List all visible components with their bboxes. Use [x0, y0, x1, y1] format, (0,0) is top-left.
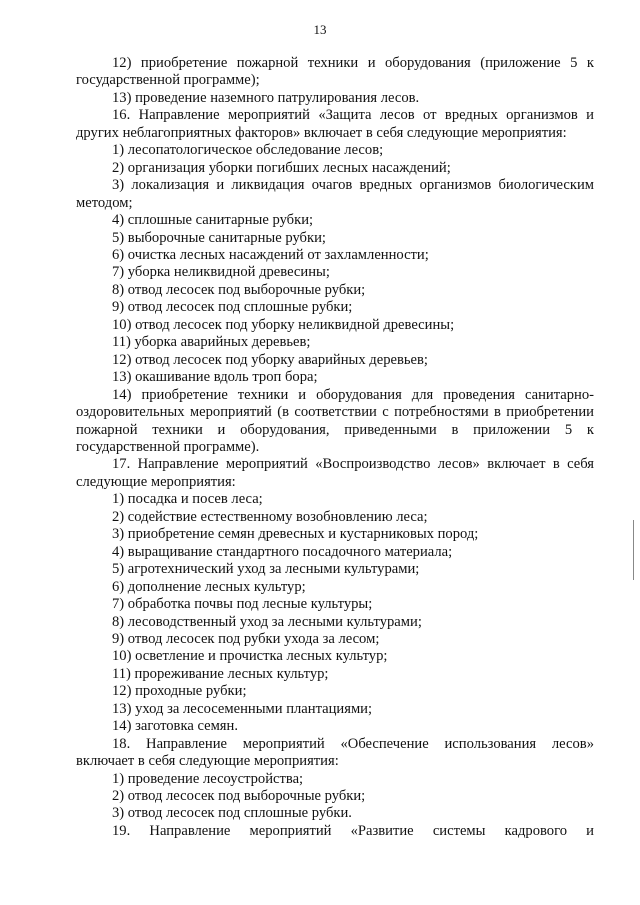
- list-item: 1) посадка и посев леса;: [112, 491, 263, 508]
- list-item: 12) проходные рубки;: [112, 683, 247, 700]
- list-item: 7) уборка неликвидной древесины;: [112, 264, 330, 281]
- list-item: 6) дополнение лесных культур;: [112, 578, 306, 595]
- list-item: 3) приобретение семян древесных и кустарниковых пород;: [112, 526, 479, 543]
- list-item: 14) заготовка семян.: [112, 718, 238, 735]
- list-item: 2) отвод лесосек под выборочные рубки;: [112, 788, 366, 805]
- list-item: 2) организация уборки погибших лесных насаждений;: [112, 159, 451, 176]
- page-number: 13: [313, 22, 327, 37]
- paragraph: 17. Направление мероприятий «Воспроизводство лесов» включает в себя следующие мероприятия:: [76, 456, 594, 490]
- list-item: 14) приобретение техники и оборудования для проведения санитарно-оздоровительных мероприятий (в соответствии с потребностями в приобретении пожарной техники и оборудования, приведенными в приложении 5 к государственной программе).: [76, 386, 594, 455]
- paragraph: 19. Направление мероприятий «Развитие системы кадрового и: [112, 822, 594, 839]
- list-item: 4) сплошные санитарные рубки;: [112, 212, 314, 229]
- list-item: 10) осветление и прочистка лесных культур;: [112, 648, 388, 665]
- list-item: 8) отвод лесосек под выборочные рубки;: [112, 281, 366, 298]
- list-item: 9) отвод лесосек под рубки ухода за лесом;: [112, 630, 380, 647]
- list-item: 13) уход за лесосеменными плантациями;: [112, 700, 373, 717]
- list-item: 6) очистка лесных насаждений от захламленности;: [112, 246, 429, 263]
- list-item: 1) проведение лесоустройства;: [112, 770, 304, 787]
- list-item: 12) отвод лесосек под уборку аварийных деревьев;: [112, 351, 428, 368]
- list-item: 9) отвод лесосек под сплошные рубки;: [112, 299, 353, 316]
- list-item: 3) локализация и ликвидация очагов вредных организмов биологическим методом;: [76, 177, 594, 211]
- paragraph: 16. Направление мероприятий «Защита лесов от вредных организмов и других неблагоприятных факторов» включает в себя следующие мероприятия:: [76, 107, 594, 141]
- scan-edge-line: [633, 520, 634, 580]
- list-item: 11) прореживание лесных культур;: [112, 665, 329, 682]
- paragraph: 18. Направление мероприятий «Обеспечение использования лесов» включает в себя следующие мероприятия:: [76, 735, 594, 770]
- list-item: 10) отвод лесосек под уборку неликвидной древесины;: [112, 316, 455, 333]
- list-item: 3) отвод лесосек под сплошные рубки.: [112, 805, 352, 822]
- list-item: 1) лесопатологическое обследование лесов;: [112, 142, 384, 159]
- list-item: 2) содействие естественному возобновлению леса;: [112, 508, 428, 525]
- list-item: 5) агротехнический уход за лесными культурами;: [112, 561, 420, 578]
- list-item: 11) уборка аварийных деревьев;: [112, 334, 311, 351]
- list-item: 5) выборочные санитарные рубки;: [112, 229, 326, 246]
- list-item: 8) лесоводственный уход за лесными культурами;: [112, 613, 422, 630]
- list-item: 13) окашивание вдоль троп бора;: [112, 369, 318, 386]
- list-item: 7) обработка почвы под лесные культуры;: [112, 596, 373, 613]
- list-item: 4) выращивание стандартного посадочного материала;: [112, 543, 453, 560]
- paragraph: 12) приобретение пожарной техники и оборудования (приложение 5 к государственной программе);: [76, 55, 594, 89]
- paragraph: 13) проведение наземного патрулирования лесов.: [112, 89, 420, 106]
- document-body: [76, 55, 594, 858]
